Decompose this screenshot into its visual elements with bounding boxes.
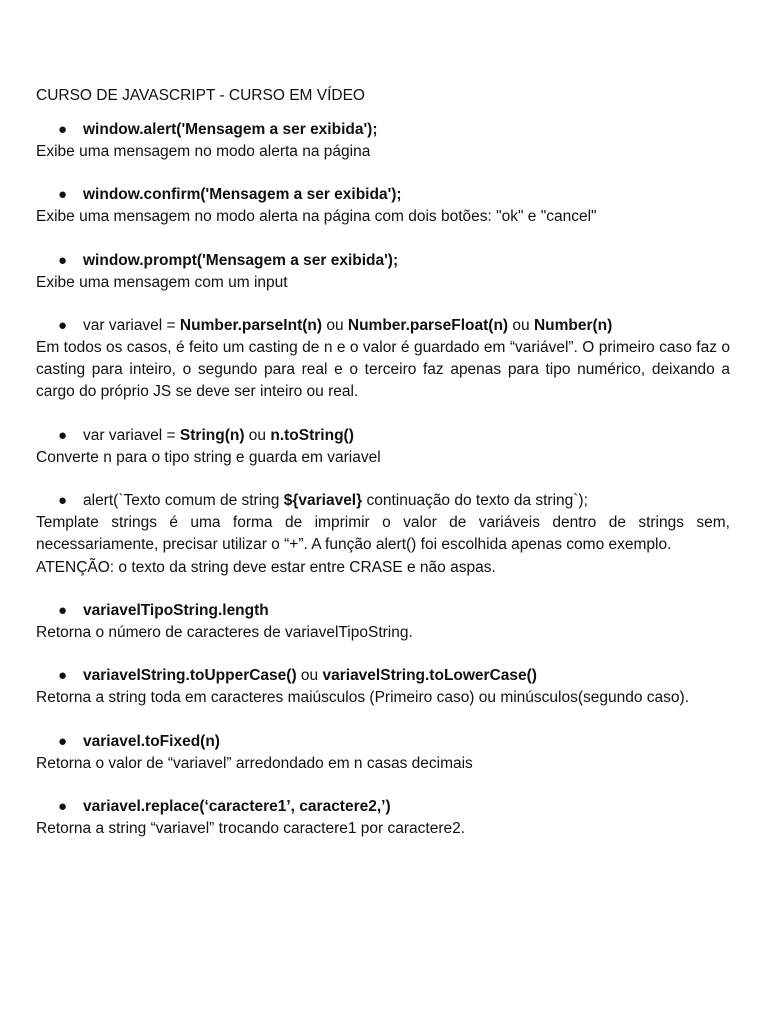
section-2 <box>36 184 730 228</box>
code-text: Number.parseInt(n) <box>179 316 323 334</box>
code-text: window.prompt('Mensagem a ser exibida'); <box>83 251 399 269</box>
plain-text: continuação do texto da string`); <box>362 492 588 510</box>
code-text: n.toString() <box>270 426 354 444</box>
description-text: Em todos os casos, é feito um casting de n e o valor é guardado em “variável”. O primeiro caso faz o casting para inteiro, o segundo para real e o terceiro faz apenas para tipo numérico, deixando a cargo do próprio JS se deve ser inteiro ou real. <box>36 338 730 401</box>
section-10 <box>36 796 730 840</box>
bullet-item <box>36 600 730 622</box>
bullet-item <box>36 184 730 206</box>
bullet-item <box>36 250 730 272</box>
bullet-icon: ● <box>58 492 68 510</box>
plain-text: ou <box>322 316 348 334</box>
section-list <box>36 119 730 840</box>
bullet-icon: ● <box>58 667 68 685</box>
description-text: Exibe uma mensagem no modo alerta na página <box>36 143 371 160</box>
code-text: String(n) <box>179 426 245 444</box>
bullet-item <box>36 425 730 447</box>
code-text: window.alert('Mensagem a ser exibida'); <box>83 121 378 138</box>
bullet-icon: ● <box>58 797 68 815</box>
bullet-item <box>36 665 730 687</box>
bullet-icon: ● <box>58 426 68 444</box>
code-text: window.confirm('Mensagem a ser exibida'); <box>83 186 402 204</box>
plain-text: var variavel = <box>83 316 180 334</box>
bullet-icon: ● <box>58 251 68 269</box>
bullet-item <box>36 119 730 141</box>
bullet-icon: ● <box>58 121 68 138</box>
bullet-icon: ● <box>58 601 68 619</box>
document-title: CURSO DE JAVASCRIPT - CURSO EM VÍDEO <box>36 87 365 104</box>
code-text: Number.parseFloat(n) <box>347 316 509 334</box>
description-text: ATENÇÃO: o texto da string deve estar entre CRASE e não aspas. <box>36 558 496 576</box>
code-text: ${variavel} <box>283 492 363 510</box>
description-text: Retorna a string toda em caracteres maiúsculos (Primeiro caso) ou minúsculos(segundo caso). <box>36 689 690 707</box>
bullet-icon: ● <box>58 732 68 750</box>
code-text: variavelString.toLowerCase() <box>322 667 537 685</box>
section-7 <box>36 600 730 644</box>
section-6 <box>36 490 730 579</box>
section-5 <box>36 425 730 469</box>
bullet-item <box>36 731 730 753</box>
code-text: variavel.replace(‘caractere1’, caractere2,’) <box>83 797 391 815</box>
bullet-item <box>36 796 730 818</box>
description-text: Retorna o valor de “variavel” arredondado em n casas decimais <box>36 754 473 772</box>
bullet-item <box>36 490 730 512</box>
section-4 <box>36 315 730 404</box>
code-text: variavelString.toUpperCase() <box>83 667 297 685</box>
description-text: Retorna o número de caracteres de variavelTipoString. <box>36 623 413 641</box>
plain-text: var variavel = <box>83 426 180 444</box>
description-text: Retorna a string “variavel” trocando caractere1 por caractere2. <box>36 819 466 837</box>
description-text: Converte n para o tipo string e guarda em variavel <box>36 448 381 466</box>
bullet-icon: ● <box>58 186 68 204</box>
code-text: Number(n) <box>533 316 613 334</box>
plain-text: ou <box>296 667 323 685</box>
plain-text: alert(`Texto comum de string <box>83 492 284 510</box>
description-text: Exibe uma mensagem com um input <box>36 273 288 291</box>
description-text: Exibe uma mensagem no modo alerta na página com dois botões: "ok" e "cancel" <box>36 208 597 226</box>
code-text: variavelTipoString.length <box>83 601 269 619</box>
section-9 <box>36 731 730 775</box>
section-1 <box>36 119 730 163</box>
code-text: variavel.toFixed(n) <box>83 732 220 750</box>
bullet-icon: ● <box>58 316 68 334</box>
description-text: Template strings é uma forma de imprimir o valor de variáveis dentro de strings sem, necessariamente, precisar utilizar o “+”. A função alert() foi escolhida apenas como exemplo. <box>36 514 730 554</box>
plain-text: ou <box>508 316 534 334</box>
bullet-item <box>36 315 730 337</box>
section-3 <box>36 250 730 294</box>
plain-text: ou <box>244 426 271 444</box>
section-8 <box>36 665 730 709</box>
